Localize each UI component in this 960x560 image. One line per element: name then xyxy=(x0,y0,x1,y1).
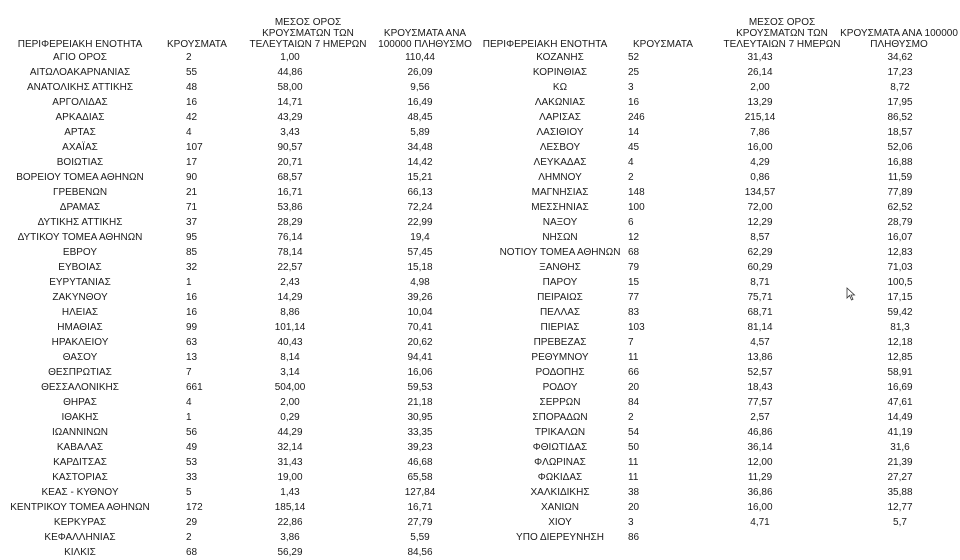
region-cell: ΚΑΒΑΛΑΣ xyxy=(56,442,104,453)
cases-cell: 56 xyxy=(186,427,198,438)
region-cell: ΕΒΡΟΥ xyxy=(62,247,98,258)
cases-cell: 2 xyxy=(628,172,634,183)
mouse-cursor-icon xyxy=(846,287,856,301)
per100k-cell: 34,62 xyxy=(887,52,913,63)
avg7-cell: 8,71 xyxy=(750,277,770,288)
avg7-cell: 1,43 xyxy=(280,487,300,498)
region-cell: ΕΥΡΥΤΑΝΙΑΣ xyxy=(49,277,111,288)
region-cell: ΑΡΤΑΣ xyxy=(64,127,96,138)
cases-cell: 15 xyxy=(628,277,640,288)
cases-cell: 20 xyxy=(628,382,640,393)
avg7-cell: 81,14 xyxy=(747,322,773,333)
per100k-cell: 72,24 xyxy=(407,202,433,213)
per100k-cell: 100,5 xyxy=(887,277,913,288)
region-cell: ΗΜΑΘΙΑΣ xyxy=(57,322,103,333)
cases-cell: 86 xyxy=(628,532,640,543)
avg7-cell: 3,86 xyxy=(280,532,300,543)
region-cell: ΚΕΡΚΥΡΑΣ xyxy=(53,517,107,528)
region-cell: ΞΑΝΘΗΣ xyxy=(539,262,581,273)
region-cell: ΘΕΣΠΡΩΤΙΑΣ xyxy=(48,367,112,378)
cases-cell: 17 xyxy=(186,157,198,168)
per100k-cell: 19,4 xyxy=(410,232,430,243)
avg7-cell: 77,57 xyxy=(747,397,773,408)
region-cell: ΧΑΝΙΩΝ xyxy=(540,502,580,513)
avg7-cell: 504,00 xyxy=(274,382,306,393)
per100k-cell: 9,56 xyxy=(410,82,430,93)
region-cell: ΜΕΣΣΗΝΙΑΣ xyxy=(531,202,589,213)
avg7-cell: 44,29 xyxy=(277,427,303,438)
avg7-cell: 68,71 xyxy=(747,307,773,318)
per100k-cell: 12,83 xyxy=(887,247,913,258)
avg7-cell: 72,00 xyxy=(747,202,773,213)
per100k-cell: 11,59 xyxy=(887,172,913,183)
cases-cell: 1 xyxy=(186,412,192,423)
region-cell: ΚΩ xyxy=(552,82,568,93)
avg7-cell: 58,00 xyxy=(277,82,303,93)
per100k-cell: 17,23 xyxy=(887,67,913,78)
per100k-cell: 57,45 xyxy=(407,247,433,258)
cases-cell: 49 xyxy=(186,442,198,453)
cases-cell: 48 xyxy=(186,82,198,93)
cases-cell: 99 xyxy=(186,322,198,333)
region-cell: ΝΑΞΟΥ xyxy=(542,217,578,228)
cases-cell: 25 xyxy=(628,67,640,78)
cases-cell: 37 xyxy=(186,217,198,228)
per100k-cell: 48,45 xyxy=(407,112,433,123)
per100k-cell: 16,71 xyxy=(407,502,433,513)
region-cell: ΛΕΣΒΟΥ xyxy=(539,142,581,153)
region-cell: ΡΟΔΟΠΗΣ xyxy=(535,367,585,378)
per100k-cell: 16,06 xyxy=(407,367,433,378)
avg7-cell: 16,71 xyxy=(277,187,303,198)
region-cell: ΧΙΟΥ xyxy=(548,517,572,528)
region-cell: ΚΑΡΔΙΤΣΑΣ xyxy=(53,457,107,468)
region-cell: ΚΕΝΤΡΙΚΟΥ ΤΟΜΕΑ ΑΘΗΝΩΝ xyxy=(10,502,150,513)
per100k-cell: 94,41 xyxy=(407,352,433,363)
cases-cell: 20 xyxy=(628,502,640,513)
region-cell: ΣΠΟΡΑΔΩΝ xyxy=(532,412,588,423)
cases-cell: 103 xyxy=(628,322,645,333)
avg7-cell: 31,43 xyxy=(277,457,303,468)
region-cell: ΚΙΛΚΙΣ xyxy=(64,547,96,558)
region-cell: ΑΓΙΟ ΟΡΟΣ xyxy=(53,52,107,63)
region-cell: ΛΗΜΝΟΥ xyxy=(538,172,582,183)
region-cell: ΛΑΚΩΝΙΑΣ xyxy=(534,97,586,108)
avg7-cell: 60,29 xyxy=(747,262,773,273)
region-cell: ΣΕΡΡΩΝ xyxy=(539,397,581,408)
avg7-cell: 134,57 xyxy=(744,187,776,198)
per100k-cell: 28,79 xyxy=(887,217,913,228)
avg7-cell: 0,29 xyxy=(280,412,300,423)
cases-cell: 2 xyxy=(186,52,192,63)
cases-cell: 2 xyxy=(628,412,634,423)
avg7-cell: 31,43 xyxy=(747,52,773,63)
cases-cell: 53 xyxy=(186,457,198,468)
avg7-cell: 20,71 xyxy=(277,157,303,168)
per100k-cell: 16,07 xyxy=(887,232,913,243)
region-cell: ΙΩΑΝΝΙΝΩΝ xyxy=(51,427,109,438)
avg7-cell: 215,14 xyxy=(744,112,776,123)
per100k-cell: 26,09 xyxy=(407,67,433,78)
per100k-cell: 41,19 xyxy=(887,427,913,438)
cases-cell: 79 xyxy=(628,262,640,273)
avg7-cell: 2,43 xyxy=(280,277,300,288)
region-cell: ΦΘΙΩΤΙΔΑΣ xyxy=(532,442,588,453)
region-cell: ΡΟΔΟΥ xyxy=(542,382,578,393)
cases-cell: 246 xyxy=(628,112,645,123)
avg7-cell: 78,14 xyxy=(277,247,303,258)
region-cell: ΗΛΕΙΑΣ xyxy=(61,307,99,318)
per100k-cell: 10,04 xyxy=(407,307,433,318)
avg7-cell: 185,14 xyxy=(274,502,306,513)
avg7-cell: 44,86 xyxy=(277,67,303,78)
per100k-cell: 35,88 xyxy=(887,487,913,498)
cases-cell: 29 xyxy=(186,517,198,528)
cases-cell: 16 xyxy=(186,97,198,108)
cases-cell: 38 xyxy=(628,487,640,498)
region-cell: ΕΥΒΟΙΑΣ xyxy=(58,262,102,273)
avg7-cell: 16,00 xyxy=(747,502,773,513)
region-cell: ΘΗΡΑΣ xyxy=(63,397,97,408)
avg7-cell: 13,29 xyxy=(747,97,773,108)
region-cell: ΒΟΙΩΤΙΑΣ xyxy=(56,157,104,168)
avg7-cell: 4,29 xyxy=(750,157,770,168)
cases-cell: 55 xyxy=(186,67,198,78)
region-cell: ΠΕΛΛΑΣ xyxy=(539,307,581,318)
per100k-cell: 47,61 xyxy=(887,397,913,408)
per100k-cell: 21,39 xyxy=(887,457,913,468)
region-cell: ΘΑΣΟΥ xyxy=(62,352,98,363)
region-cell: ΠΡΕΒΕΖΑΣ xyxy=(533,337,587,348)
per100k-cell: 31,6 xyxy=(890,442,910,453)
avg7-cell: 2,57 xyxy=(750,412,770,423)
cases-cell: 77 xyxy=(628,292,640,303)
cases-cell: 6 xyxy=(628,217,634,228)
per100k-cell: 71,03 xyxy=(887,262,913,273)
per100k-cell: 12,85 xyxy=(887,352,913,363)
cases-cell: 85 xyxy=(186,247,198,258)
header-cases: ΚΡΟΥΣΜΑΤΑ xyxy=(167,39,227,50)
avg7-cell: 0,86 xyxy=(750,172,770,183)
avg7-cell: 8,57 xyxy=(750,232,770,243)
cases-cell: 5 xyxy=(186,487,192,498)
per100k-cell: 17,95 xyxy=(887,97,913,108)
cases-cell: 3 xyxy=(628,82,634,93)
region-cell: ΦΛΩΡΙΝΑΣ xyxy=(534,457,586,468)
cases-cell: 11 xyxy=(628,457,639,468)
avg7-cell: 68,57 xyxy=(277,172,303,183)
region-cell: ΧΑΛΚΙΔΙΚΗΣ xyxy=(530,487,590,498)
cases-cell: 7 xyxy=(186,367,192,378)
per100k-cell: 86,52 xyxy=(887,112,913,123)
avg7-cell: 19,00 xyxy=(277,472,303,483)
per100k-cell: 30,95 xyxy=(407,412,433,423)
cases-cell: 16 xyxy=(186,292,198,303)
region-cell: ΚΟΡΙΝΘΙΑΣ xyxy=(532,67,588,78)
cases-cell: 11 xyxy=(628,352,639,363)
avg7-cell: 3,43 xyxy=(280,127,300,138)
region-cell: ΘΕΣΣΑΛΟΝΙΚΗΣ xyxy=(41,382,119,393)
avg7-cell: 13,86 xyxy=(747,352,773,363)
per100k-cell: 14,49 xyxy=(887,412,913,423)
cases-cell: 71 xyxy=(186,202,198,213)
cases-cell: 84 xyxy=(628,397,640,408)
header-avg7: ΜΕΣΟΣ ΟΡΟΣ ΚΡΟΥΣΜΑΤΩΝ ΤΩΝ ΤΕΛΕΥΤΑΙΩΝ 7 ΗΜΕΡΩΝ xyxy=(723,17,841,50)
per100k-cell: 39,26 xyxy=(407,292,433,303)
avg7-cell: 90,57 xyxy=(277,142,303,153)
cases-cell: 52 xyxy=(628,52,640,63)
region-cell: ΒΟΡΕΙΟΥ ΤΟΜΕΑ ΑΘΗΝΩΝ xyxy=(16,172,144,183)
header-cases: ΚΡΟΥΣΜΑΤΑ xyxy=(633,39,693,50)
region-cell: ΠΙΕΡΙΑΣ xyxy=(540,322,580,333)
cases-cell: 42 xyxy=(186,112,198,123)
region-cell: ΠΕΙΡΑΙΩΣ xyxy=(537,292,583,303)
cases-cell: 2 xyxy=(186,532,192,543)
per100k-cell: 70,41 xyxy=(407,322,433,333)
per100k-cell: 46,68 xyxy=(407,457,433,468)
per100k-cell: 4,98 xyxy=(410,277,430,288)
cases-cell: 50 xyxy=(628,442,640,453)
avg7-cell: 22,86 xyxy=(277,517,303,528)
avg7-cell: 2,00 xyxy=(750,82,770,93)
region-cell: ΔΥΤΙΚΗΣ ΑΤΤΙΚΗΣ xyxy=(37,217,123,228)
cases-cell: 21 xyxy=(186,187,198,198)
avg7-cell: 36,86 xyxy=(747,487,773,498)
per100k-cell: 66,13 xyxy=(407,187,433,198)
cases-cell: 95 xyxy=(186,232,198,243)
cases-cell: 4 xyxy=(628,157,634,168)
avg7-cell: 16,00 xyxy=(747,142,773,153)
cases-cell: 172 xyxy=(186,502,203,513)
region-cell: ΛΑΡΙΣΑΣ xyxy=(539,112,581,123)
avg7-cell: 28,29 xyxy=(277,217,303,228)
per100k-cell: 39,23 xyxy=(407,442,433,453)
avg7-cell: 76,14 xyxy=(277,232,303,243)
avg7-cell: 43,29 xyxy=(277,112,303,123)
per100k-cell: 52,06 xyxy=(887,142,913,153)
avg7-cell: 32,14 xyxy=(277,442,303,453)
cases-cell: 16 xyxy=(186,307,198,318)
cases-cell: 13 xyxy=(186,352,198,363)
cases-cell: 11 xyxy=(628,472,639,483)
region-cell: ΠΑΡΟΥ xyxy=(542,277,578,288)
region-cell: ΗΡΑΚΛΕΙΟΥ xyxy=(51,337,109,348)
region-cell: ΖΑΚΥΝΘΟΥ xyxy=(52,292,108,303)
region-cell: ΥΠΟ ΔΙΕΡΕΥΝΗΣΗ xyxy=(516,532,604,543)
avg7-cell: 40,43 xyxy=(277,337,303,348)
cases-cell: 4 xyxy=(186,397,192,408)
cases-cell: 100 xyxy=(628,202,645,213)
per100k-cell: 58,91 xyxy=(887,367,913,378)
region-cell: ΑΧΑΪΑΣ xyxy=(62,142,98,153)
per100k-cell: 22,99 xyxy=(407,217,433,228)
region-cell: ΤΡΙΚΑΛΩΝ xyxy=(534,427,586,438)
header-avg7: ΜΕΣΟΣ ΟΡΟΣ ΚΡΟΥΣΜΑΤΩΝ ΤΩΝ ΤΕΛΕΥΤΑΙΩΝ 7 ΗΜΕΡΩΝ xyxy=(249,17,367,50)
region-cell: ΔΡΑΜΑΣ xyxy=(59,202,101,213)
per100k-cell: 16,49 xyxy=(407,97,433,108)
cases-cell: 83 xyxy=(628,307,640,318)
per100k-cell: 12,18 xyxy=(887,337,913,348)
per100k-cell: 20,62 xyxy=(407,337,433,348)
avg7-cell: 1,00 xyxy=(280,52,300,63)
region-cell: ΛΑΣΙΘΙΟΥ xyxy=(536,127,584,138)
avg7-cell: 46,86 xyxy=(747,427,773,438)
cases-cell: 1 xyxy=(186,277,192,288)
header-region: ΠΕΡΙΦΕΡΕΙΑΚΗ ΕΝΟΤΗΤΑ xyxy=(17,39,143,50)
avg7-cell: 56,29 xyxy=(277,547,303,558)
cases-cell: 107 xyxy=(186,142,203,153)
region-cell: ΓΡΕΒΕΝΩΝ xyxy=(52,187,108,198)
cases-cell: 45 xyxy=(628,142,640,153)
cases-cell: 90 xyxy=(186,172,198,183)
per100k-cell: 16,69 xyxy=(887,382,913,393)
region-cell: ΚΕΑΣ - ΚΥΘΝΟΥ xyxy=(41,487,119,498)
avg7-cell: 4,71 xyxy=(750,517,770,528)
avg7-cell: 2,00 xyxy=(280,397,300,408)
cases-cell: 68 xyxy=(628,247,640,258)
cases-cell: 7 xyxy=(628,337,634,348)
per100k-cell: 59,42 xyxy=(887,307,913,318)
region-cell: ΙΘΑΚΗΣ xyxy=(61,412,99,423)
region-cell: ΦΩΚΙΔΑΣ xyxy=(537,472,583,483)
avg7-cell: 36,14 xyxy=(747,442,773,453)
per100k-cell: 21,18 xyxy=(407,397,433,408)
avg7-cell: 62,29 xyxy=(747,247,773,258)
per100k-cell: 5,89 xyxy=(410,127,430,138)
avg7-cell: 7,86 xyxy=(750,127,770,138)
cases-cell: 66 xyxy=(628,367,640,378)
avg7-cell: 8,14 xyxy=(280,352,300,363)
cases-cell: 16 xyxy=(628,97,640,108)
cases-cell: 63 xyxy=(186,337,198,348)
per100k-cell: 65,58 xyxy=(407,472,433,483)
avg7-cell: 101,14 xyxy=(274,322,306,333)
cases-cell: 33 xyxy=(186,472,198,483)
region-cell: ΜΑΓΝΗΣΙΑΣ xyxy=(531,187,589,198)
region-cell: ΚΟΖΑΝΗΣ xyxy=(536,52,584,63)
cases-cell: 4 xyxy=(186,127,192,138)
per100k-cell: 5,59 xyxy=(410,532,430,543)
avg7-cell: 14,29 xyxy=(277,292,303,303)
avg7-cell: 22,57 xyxy=(277,262,303,273)
cases-cell: 68 xyxy=(186,547,198,558)
per100k-cell: 18,57 xyxy=(887,127,913,138)
per100k-cell: 27,79 xyxy=(407,517,433,528)
per100k-cell: 77,89 xyxy=(887,187,913,198)
per100k-cell: 34,48 xyxy=(407,142,433,153)
per100k-cell: 16,88 xyxy=(887,157,913,168)
region-cell: ΑΙΤΩΛΟΑΚΑΡΝΑΝΙΑΣ xyxy=(29,67,131,78)
header-per100k: ΚΡΟΥΣΜΑΤΑ ΑΝΑ 100000 ΠΛΗΘΥΣΜΟ xyxy=(378,28,472,50)
per100k-cell: 127,84 xyxy=(404,487,436,498)
per100k-cell: 12,77 xyxy=(887,502,913,513)
cases-cell: 54 xyxy=(628,427,640,438)
region-cell: ΛΕΥΚΑΔΑΣ xyxy=(533,157,587,168)
avg7-cell: 53,86 xyxy=(277,202,303,213)
avg7-cell: 12,29 xyxy=(747,217,773,228)
per100k-cell: 27,27 xyxy=(887,472,913,483)
avg7-cell: 52,57 xyxy=(747,367,773,378)
cases-cell: 14 xyxy=(628,127,640,138)
per100k-cell: 81,3 xyxy=(890,322,910,333)
cases-cell: 12 xyxy=(628,232,640,243)
avg7-cell: 75,71 xyxy=(747,292,773,303)
region-cell: ΡΕΘΥΜΝΟΥ xyxy=(531,352,589,363)
per100k-cell: 15,21 xyxy=(407,172,433,183)
region-cell: ΚΑΣΤΟΡΙΑΣ xyxy=(52,472,108,483)
avg7-cell: 26,14 xyxy=(747,67,773,78)
region-cell: ΑΡΚΑΔΙΑΣ xyxy=(55,112,105,123)
avg7-cell: 11,29 xyxy=(747,472,773,483)
per100k-cell: 62,52 xyxy=(887,202,913,213)
region-cell: ΑΡΓΟΛΙΔΑΣ xyxy=(52,97,108,108)
cases-cell: 661 xyxy=(186,382,203,393)
avg7-cell: 12,00 xyxy=(747,457,773,468)
cases-cell: 148 xyxy=(628,187,645,198)
per100k-cell: 5,7 xyxy=(893,517,907,528)
region-cell: ΝΟΤΙΟΥ ΤΟΜΕΑ ΑΘΗΝΩΝ xyxy=(499,247,621,258)
header-per100k: ΚΡΟΥΣΜΑΤΑ ΑΝΑ 100000 ΠΛΗΘΥΣΜΟ xyxy=(840,28,958,50)
cases-cell: 3 xyxy=(628,517,634,528)
per100k-cell: 33,35 xyxy=(407,427,433,438)
avg7-cell: 3,14 xyxy=(280,367,300,378)
region-cell: ΔΥΤΙΚΟΥ ΤΟΜΕΑ ΑΘΗΝΩΝ xyxy=(17,232,143,243)
region-cell: ΝΗΣΩΝ xyxy=(542,232,578,243)
per100k-cell: 8,72 xyxy=(890,82,910,93)
per100k-cell: 59,53 xyxy=(407,382,433,393)
per100k-cell: 84,56 xyxy=(407,547,433,558)
cases-cell: 32 xyxy=(186,262,198,273)
header-region: ΠΕΡΙΦΕΡΕΙΑΚΗ ΕΝΟΤΗΤΑ xyxy=(482,39,608,50)
per100k-cell: 15,18 xyxy=(407,262,433,273)
region-cell: ΑΝΑΤΟΛΙΚΗΣ ΑΤΤΙΚΗΣ xyxy=(26,82,134,93)
per100k-cell: 14,42 xyxy=(407,157,433,168)
avg7-cell: 8,86 xyxy=(280,307,300,318)
per100k-cell: 110,44 xyxy=(405,52,435,63)
avg7-cell: 18,43 xyxy=(747,382,773,393)
avg7-cell: 14,71 xyxy=(277,97,303,108)
per100k-cell: 17,15 xyxy=(887,292,913,303)
avg7-cell: 4,57 xyxy=(750,337,770,348)
region-cell: ΚΕΦΑΛΛΗΝΙΑΣ xyxy=(44,532,116,543)
